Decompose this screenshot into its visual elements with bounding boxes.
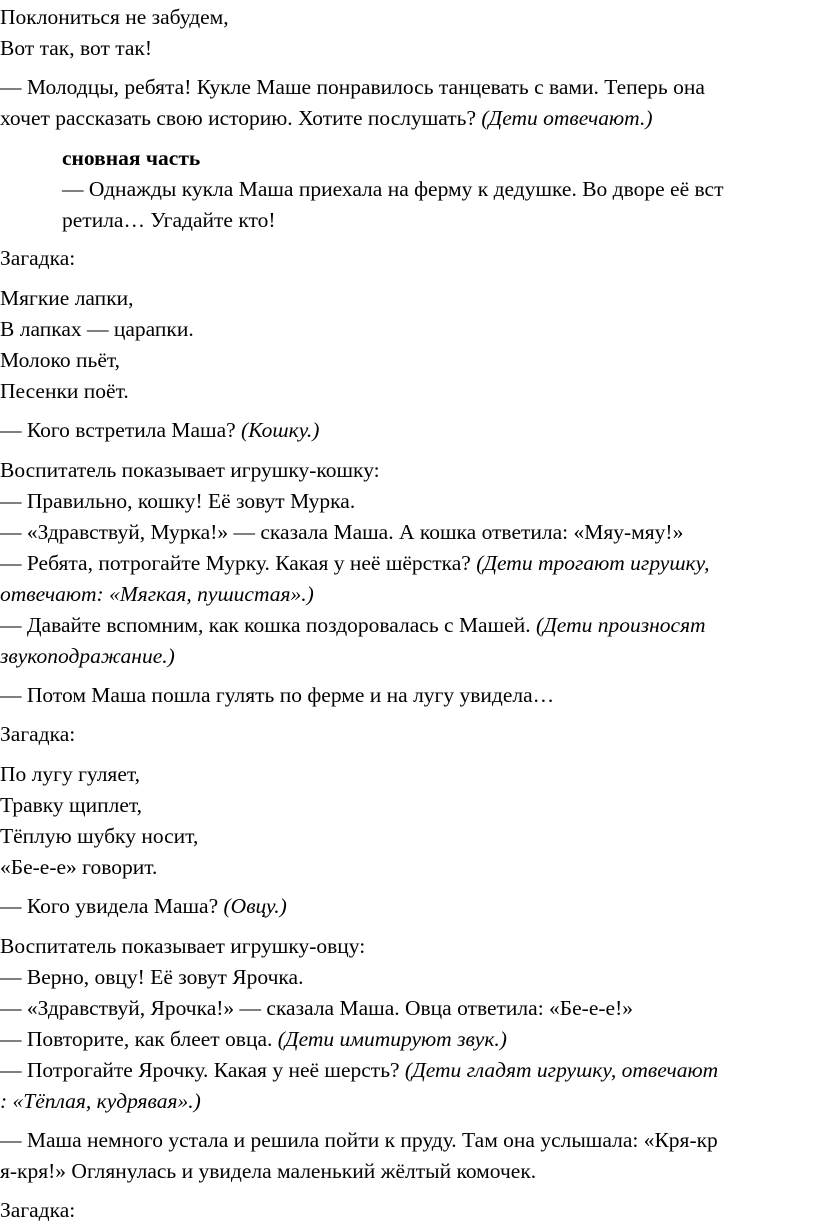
stage-note: (Дети имитируют звук.) [277,1027,507,1051]
question-text: — Кого увидела Маша? [0,894,224,918]
poem-line: Вот так, вот так! [0,36,153,60]
dialogue-text: — Давайте вспомним, как кошка поздоровалась с Машей. [0,613,536,637]
riddle-label: Загадка: [0,1198,76,1222]
paragraph-line: — Однажды кукла Маша приехала на ферму к дедушке. Во дворе её вст [62,177,724,201]
dialogue-line: — «Здравствуй, Ярочка!» — сказала Маша. Овца ответила: «Бе-е-е!» [0,996,633,1020]
answer-note: (Кошку.) [241,418,320,442]
stage-note: (Дети отвечают.) [481,106,653,130]
paragraph-text: хочет рассказать свою историю. Хотите послушать? [0,106,482,130]
stage-note: отвечают: «Мягкая, пушистая».) [0,582,314,606]
riddle-line: По лугу гуляет, [0,762,141,786]
dialogue-line: — «Здравствуй, Мурка!» — сказала Маша. А кошка ответила: «Мяу-мяу!» [0,520,684,544]
stage-note: (Дети гладят игрушку, отвечают [404,1058,719,1082]
paragraph-line [0,103,653,134]
stage-note: (Дети произносят [535,613,706,637]
answer-note: (Овцу.) [223,894,287,918]
question-line [0,891,287,922]
paragraph-line: Воспитатель показывает игрушку-овцу: [0,934,366,958]
dialogue-line [0,548,709,579]
poem-line: Поклониться не забудем, [0,5,229,29]
dialogue-line [0,1055,718,1086]
question-line [0,415,319,446]
riddle-label: Загадка: [0,722,76,746]
dialogue-line [0,1024,507,1055]
question-text: — Кого встретила Маша? [0,418,242,442]
paragraph-line: я-кря!» Оглянулась и увидела маленький жёлтый комочек. [0,1159,537,1183]
riddle-line: Мягкие лапки, [0,286,134,310]
riddle-line: Травку щиплет, [0,793,143,817]
paragraph-line: — Потом Маша пошла гулять по ферме и на лугу увидела… [0,683,555,707]
section-heading: сновная часть [62,146,201,170]
paragraph-line: — Маша немного устала и решила пойти к пруду. Там она услышала: «Кря-кр [0,1128,718,1152]
riddle-line: Молоко пьёт, [0,348,121,372]
riddle-line: «Бе-е-е» говорит. [0,855,158,879]
dialogue-text: — Ребята, потрогайте Мурку. Какая у неё шёрстка? [0,551,477,575]
stage-note: : «Тёплая, кудрявая».) [0,1089,201,1113]
riddle-label: Загадка: [0,246,76,270]
riddle-line: Тёплую шубку носит, [0,824,199,848]
stage-note: звукоподражание.) [0,644,175,668]
paragraph-line: Воспитатель показывает игрушку-кошку: [0,458,380,482]
stage-note: (Дети трогают игрушку, [476,551,710,575]
riddle-line: Песенки поёт. [0,379,129,403]
dialogue-line: — Правильно, кошку! Её зовут Мурка. [0,489,356,513]
paragraph-line: ретила… Угадайте кто! [62,208,276,232]
dialogue-text: — Повторите, как блеет овца. [0,1027,278,1051]
dialogue-line: — Верно, овцу! Её зовут Ярочка. [0,965,304,989]
dialogue-line [0,610,706,641]
riddle-line: В лапках — царапки. [0,317,194,341]
paragraph-line: — Молодцы, ребята! Кукле Маше понравилось танцевать с вами. Теперь она [0,75,705,99]
dialogue-text: — Потрогайте Ярочку. Какая у неё шерсть? [0,1058,405,1082]
